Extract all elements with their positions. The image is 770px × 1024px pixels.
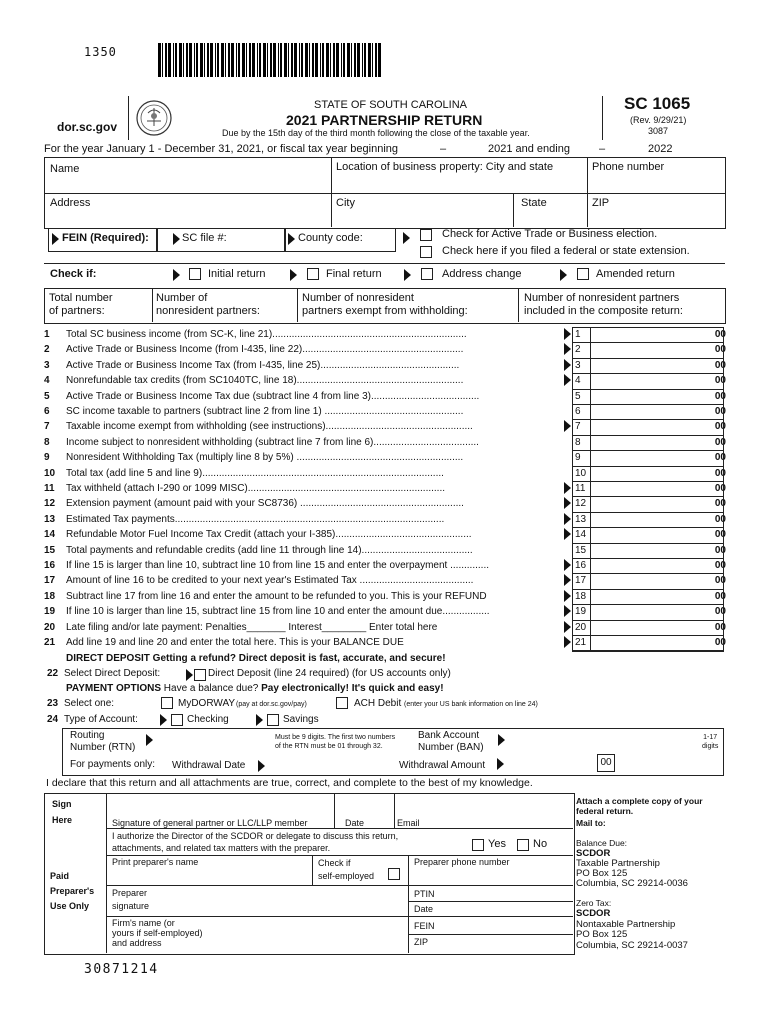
barcode-bar: [273, 43, 276, 77]
date-label: Date: [345, 818, 365, 828]
extension-label: Check here if you filed a federal or state extension.: [442, 245, 690, 257]
barcode-bar: [242, 43, 245, 77]
arrow-icon: [564, 559, 571, 571]
box-number: 3: [575, 359, 581, 371]
fein-field[interactable]: FEIN (Required):: [62, 232, 149, 244]
box-number: 10: [575, 467, 587, 479]
barcode-bar: [368, 43, 371, 77]
use-only-label: Use Only: [50, 901, 90, 911]
line-number: 12: [44, 498, 56, 510]
line-description: Total payments and refundable credits (add line 11 through line 14)........................................: [66, 544, 473, 556]
box-number: 8: [575, 436, 581, 448]
barcode-bar: [362, 43, 363, 77]
savings-checkbox[interactable]: [267, 714, 279, 726]
preparer-phone-label: Preparer phone number: [414, 857, 510, 867]
initial-return-checkbox[interactable]: [189, 268, 201, 280]
routing-label: Routing Number (RTN): [70, 730, 136, 753]
line-23-number: 23: [47, 698, 59, 709]
bank-account-label: Bank Account Number (BAN): [418, 730, 484, 753]
city-field[interactable]: City: [336, 197, 355, 209]
arrow-icon: [564, 359, 571, 371]
box-number: 16: [575, 560, 587, 571]
savings-label: Savings: [283, 714, 319, 725]
nonresident-partners-field[interactable]: Number of nonresident partners:: [156, 292, 260, 317]
line-description: Tax withheld (attach I-290 or 1099 MISC).......................................................................: [66, 483, 446, 494]
paid-label: Paid: [50, 871, 70, 881]
barcode-bar: [341, 43, 342, 77]
barcode-bar: [252, 43, 255, 77]
barcode-bar: [225, 43, 226, 77]
withdrawal-cents: 00: [597, 754, 615, 772]
line-description: Taxable income exempt from withholding (see instructions).....................................................: [66, 421, 473, 433]
barcode-bar: [326, 43, 329, 77]
cents-value: 00: [714, 637, 726, 648]
barcode-bar: [267, 43, 268, 77]
barcode-bar: [200, 43, 203, 77]
here-label: Here: [52, 815, 73, 825]
box-number: 9: [575, 452, 581, 464]
barcode-bar: [246, 43, 247, 77]
cents-value: 00: [714, 606, 726, 618]
barcode-bar: [186, 43, 188, 77]
barcode-bar: [288, 43, 289, 77]
barcode-bar: [183, 43, 184, 77]
address-change-checkbox[interactable]: [421, 268, 433, 280]
extension-checkbox[interactable]: [420, 246, 432, 258]
box-number: 12: [575, 498, 587, 510]
box-number: 13: [575, 513, 587, 525]
barcode-bar: [196, 43, 198, 77]
barcode-bar: [309, 43, 310, 77]
barcode-bar: [333, 43, 335, 77]
cents-value: 00: [714, 452, 726, 464]
sign-label: Sign: [52, 799, 72, 809]
barcode-bar: [278, 43, 279, 77]
arrow-icon: [403, 232, 410, 244]
form-id: SC 1065: [624, 94, 691, 113]
line-number: 18: [44, 590, 56, 602]
barcode-bar: [270, 43, 272, 77]
barcode-bar: [347, 43, 350, 77]
payments-only-label: For payments only:: [70, 759, 156, 770]
barcode-bar: [162, 43, 163, 77]
cents-value: 00: [714, 344, 726, 356]
print-name-label: Print preparer's name: [112, 857, 199, 867]
checking-label: Checking: [187, 714, 229, 725]
exempt-partners-field[interactable]: Number of nonresident partners exempt from withholding:: [302, 292, 468, 317]
zip-field[interactable]: ZIP: [592, 197, 610, 209]
ach-label: ACH Debit: [354, 698, 402, 709]
ptin-label: PTIN: [414, 889, 435, 899]
line-number: 2: [44, 344, 50, 356]
line-description: Late filing and/or late payment: Penalties_______ Interest________ Enter total here: [66, 621, 438, 633]
declaration: I declare that this return and all attachments are true, correct, and complete to the best of my knowledge.: [46, 777, 533, 789]
due-note: Due by the 15th day of the third month following the close of the taxable year.: [222, 128, 530, 138]
state-field[interactable]: State: [521, 197, 547, 209]
barcode-bar: [378, 43, 381, 77]
amended-return-checkbox[interactable]: [577, 268, 589, 280]
barcode-bar: [249, 43, 251, 77]
line-number: 13: [44, 513, 56, 525]
box-number: 21: [575, 637, 587, 648]
sc-file-field[interactable]: SC file #:: [182, 232, 227, 244]
yes-label: Yes: [488, 838, 506, 850]
line-number: 9: [44, 452, 50, 464]
cents-value: 00: [714, 359, 726, 371]
state-seal-icon: [135, 99, 173, 137]
line-description: If line 15 is larger than line 10, subtract line 10 from line 15 and enter the overpayment ..............: [66, 560, 490, 571]
barcode-bar: [294, 43, 297, 77]
arrow-icon: [288, 233, 295, 245]
barcode-bar: [284, 43, 287, 77]
arrow-icon: [290, 269, 297, 281]
cents-value: 00: [714, 390, 726, 402]
box-number: 6: [575, 406, 581, 417]
barcode-bar: [354, 43, 356, 77]
mydorway-label: MyDORWAY: [178, 698, 236, 709]
barcode-bar: [330, 43, 331, 77]
barcode-bar: [315, 43, 318, 77]
deposit-heading: DIRECT DEPOSIT Getting a refund? Direct deposit is fast, accurate, and secure!: [66, 653, 446, 664]
arrow-icon: [186, 669, 193, 681]
barcode-bar: [231, 43, 234, 77]
box-number: 14: [575, 529, 587, 541]
routing-input[interactable]: [156, 732, 272, 746]
no-checkbox[interactable]: [517, 839, 529, 851]
cents-value: 00: [714, 329, 726, 340]
barcode-bar: [351, 43, 352, 77]
arrow-icon: [564, 621, 571, 633]
barcode-bar: [217, 43, 219, 77]
barcode-bar: [175, 43, 177, 77]
box-number: 19: [575, 606, 587, 618]
withdrawal-date-input[interactable]: [268, 758, 388, 772]
form-code: 1350: [84, 45, 117, 59]
signature-input[interactable]: [108, 796, 332, 816]
line-22-label: Select Direct Deposit:: [64, 668, 161, 679]
state-heading: STATE OF SOUTH CAROLINA: [314, 99, 467, 111]
box-number: 4: [575, 375, 581, 387]
direct-deposit-checkbox[interactable]: [194, 669, 206, 681]
barcode-bar: [173, 43, 174, 77]
payment-options-heading: PAYMENT OPTIONS Have a balance due? Pay electronically! It's quick and easy!: [66, 683, 444, 694]
line-number: 8: [44, 436, 50, 448]
scdor-1: SCDOR: [576, 848, 611, 859]
county-field[interactable]: County code:: [298, 232, 363, 244]
line-number: 16: [44, 560, 56, 571]
arrow-icon: [564, 328, 571, 340]
line-number: 7: [44, 421, 50, 433]
firm-label: Firm's name (or yours if self-employed) and address: [112, 918, 203, 948]
barcode-bar: [259, 43, 261, 77]
check-if-label: Check if:: [50, 268, 97, 280]
date2-label: Date: [414, 904, 434, 914]
line-description: Add line 19 and line 20 and enter the total here. This is your BALANCE DUE: [66, 637, 404, 648]
amount-column: [572, 327, 724, 652]
line-number: 4: [44, 375, 50, 387]
barcode-bar: [322, 43, 324, 77]
address-field[interactable]: Address: [50, 197, 91, 209]
box-number: 20: [575, 621, 587, 633]
barcode-bar: [179, 43, 182, 77]
line-description: Active Trade or Business Income Tax due (subtract line 4 from line 3).......................................: [66, 390, 480, 402]
arrow-icon: [564, 590, 571, 602]
cents-value: 00: [714, 529, 726, 541]
arrow-icon: [564, 636, 571, 648]
arrow-icon: [258, 760, 265, 772]
checking-checkbox[interactable]: [171, 714, 183, 726]
arrow-icon: [173, 233, 180, 245]
no-label: No: [533, 838, 548, 850]
barcode-bar: [305, 43, 308, 77]
arrow-icon: [256, 714, 263, 726]
cents-value: 00: [714, 498, 726, 510]
phone-field[interactable]: Phone number: [592, 161, 665, 173]
arrow-icon: [564, 374, 571, 386]
po-box-1: PO Box 125: [576, 868, 628, 879]
rtn-note: Must be 9 digits. The first two numbers of the RTN must be 01 through 32.: [275, 734, 396, 750]
line-number: 21: [44, 637, 56, 648]
line-description: Estimated Tax payments.................................................................................................: [66, 513, 445, 525]
zip2-label: ZIP: [414, 937, 429, 947]
ach-note: (enter your US bank information on line 24): [404, 701, 538, 708]
box-number: 5: [575, 390, 581, 402]
barcode-bar: [357, 43, 360, 77]
arrow-icon: [564, 513, 571, 525]
period-year-end: 2022: [648, 143, 673, 155]
barcode-bar: [343, 43, 345, 77]
period-mid: 2021 and ending: [488, 143, 570, 155]
cents-value: 00: [714, 621, 726, 633]
self-employed-checkbox[interactable]: [388, 868, 400, 880]
line-description: Nonrefundable tax credits (from SC1040TC, line 18)............................................................: [66, 375, 464, 387]
balance-due-label: Balance Due:: [576, 838, 628, 848]
cents-value: 00: [714, 375, 726, 387]
active-trade-label: Check for Active Trade or Business election.: [442, 228, 658, 240]
line-description: Active Trade or Business Income (from I-435, line 22)..........................................................: [66, 344, 464, 356]
line-number: 5: [44, 390, 50, 402]
final-return-checkbox[interactable]: [307, 268, 319, 280]
period-dash-1: –: [440, 143, 447, 155]
box-number: 15: [575, 544, 587, 556]
arrow-icon: [160, 714, 167, 726]
arrow-icon: [564, 420, 571, 432]
line-description: If line 10 is larger than line 15, subtract line 15 from line 10 and enter the amount due.................: [66, 606, 490, 618]
barcode-bar: [291, 43, 293, 77]
mydorway-checkbox[interactable]: [161, 697, 173, 709]
barcode-bar: [263, 43, 266, 77]
barcode-bar: [158, 43, 161, 77]
name-field[interactable]: Name: [50, 163, 80, 175]
barcode-bar: [280, 43, 282, 77]
line-number: 19: [44, 606, 56, 618]
arrow-icon: [564, 574, 571, 586]
mail-to-label: Mail to:: [576, 818, 606, 828]
city-zip-1: Columbia, SC 29214-0036: [576, 878, 688, 889]
arrow-icon: [497, 758, 504, 770]
barcode-bar: [210, 43, 213, 77]
line-number: 6: [44, 406, 50, 417]
line-number: 15: [44, 544, 56, 556]
arrow-icon: [52, 233, 59, 245]
box-number: 17: [575, 575, 587, 587]
withdrawal-amount-label: Withdrawal Amount: [399, 760, 486, 771]
ach-checkbox[interactable]: [336, 697, 348, 709]
barcode-bar: [236, 43, 237, 77]
document-number: 30871214: [84, 962, 159, 977]
city-zip-2: Columbia, SC 29214-0037: [576, 940, 688, 951]
cents-value: 00: [714, 590, 726, 602]
line-24-number: 24: [47, 714, 59, 725]
line-number: 17: [44, 575, 56, 587]
box-number: 11: [575, 483, 586, 494]
line-number: 11: [44, 483, 55, 494]
initial-return-label: Initial return: [208, 268, 266, 280]
barcode-bar: [204, 43, 205, 77]
authorize-text: I authorize the Director of the SCDOR or delegate to discuss this return, attachments, and related tax matters with the preparer.: [112, 831, 399, 853]
fein2-label: FEIN: [414, 921, 435, 931]
barcode-bar: [168, 43, 171, 77]
cents-value: 00: [714, 436, 726, 448]
line-description: SC income taxable to partners (subtract line 2 from line 1) ..................................................: [66, 406, 464, 417]
preparer-signature-label: Preparer signature: [112, 888, 150, 911]
email-label: Email: [397, 818, 420, 828]
line-number: 20: [44, 621, 56, 633]
barcode-bar: [375, 43, 377, 77]
withdrawal-date-label: Withdrawal Date: [172, 760, 246, 771]
box-number: 1: [575, 329, 581, 340]
arrow-icon: [498, 734, 505, 746]
line-description: Total tax (add line 5 and line 9).......................................................................................: [66, 467, 444, 479]
amended-return-label: Amended return: [596, 268, 675, 280]
final-return-label: Final return: [326, 268, 382, 280]
cents-value: 00: [714, 467, 726, 479]
arrow-icon: [560, 269, 567, 281]
line-description: Refundable Motor Fuel Income Tax Credit (attach your I-385).................................................: [66, 529, 472, 541]
line-description: Amount of line 16 to be credited to your next year's Estimated Tax .........................................: [66, 575, 474, 587]
nontaxable-partnership: Nontaxable Partnership: [576, 919, 676, 930]
barcode-bar: [320, 43, 321, 77]
barcode: [158, 43, 384, 79]
barcode-bar: [194, 43, 195, 77]
barcode-bar: [372, 43, 373, 77]
arrow-icon: [564, 343, 571, 355]
period-text: For the year January 1 - December 31, 2021, or fiscal tax year beginning: [44, 143, 399, 155]
box-number: 7: [575, 421, 581, 433]
revision: (Rev. 9/29/21): [630, 115, 687, 125]
period-dash-2: –: [599, 143, 606, 155]
cents-value: 00: [714, 406, 726, 417]
barcode-bar: [215, 43, 216, 77]
line-description: Total SC business income (from SC-K, line 21)......................................................................: [66, 329, 467, 340]
barcode-bar: [228, 43, 230, 77]
barcode-bar: [299, 43, 300, 77]
attach-note: Attach a complete copy of your federal return.: [576, 796, 703, 816]
arrow-icon: [146, 734, 153, 746]
arrow-icon: [564, 497, 571, 509]
barcode-bar: [189, 43, 192, 77]
yes-checkbox[interactable]: [472, 839, 484, 851]
website-label: dor.sc.gov: [57, 120, 118, 134]
arrow-icon: [564, 482, 571, 494]
line-22-number: 22: [47, 668, 59, 679]
scdor-2: SCDOR: [576, 908, 611, 919]
barcode-bar: [221, 43, 224, 77]
mydorway-note: (pay at dor.sc.gov/pay): [236, 701, 307, 708]
total-partners-field[interactable]: Total number of partners:: [49, 292, 113, 317]
line-description: Income subject to nonresident withholding (subtract line 7 from line 6)......................................: [66, 436, 479, 448]
barcode-bar: [238, 43, 240, 77]
line-description: Extension payment (amount paid with your SC8736) ...........................................................: [66, 498, 464, 510]
cents-value: 00: [714, 483, 726, 494]
line-number: 1: [44, 329, 50, 340]
barcode-bar: [364, 43, 366, 77]
line-24-label: Type of Account:: [64, 714, 138, 725]
bank-account-input[interactable]: [508, 732, 698, 746]
arrow-icon: [564, 528, 571, 540]
form-number: 3087: [648, 126, 669, 136]
barcode-bar: [312, 43, 314, 77]
self-employed-label: Check if self-employed: [318, 858, 375, 881]
direct-deposit-label: Direct Deposit (line 24 required) (for US accounts only): [208, 668, 451, 679]
preparers-label: Preparer's: [50, 886, 95, 896]
line-description: Active Trade or Business Income Tax (from I-435, line 25)..................................................: [66, 359, 460, 371]
cents-value: 00: [714, 513, 726, 525]
po-box-2: PO Box 125: [576, 929, 628, 940]
barcode-bar: [207, 43, 209, 77]
barcode-bar: [257, 43, 258, 77]
signature-label: Signature of general partner or LLC/LLP member: [112, 818, 308, 828]
box-number: 2: [575, 344, 581, 356]
box-number: 18: [575, 590, 587, 602]
taxable-partnership: Taxable Partnership: [576, 858, 660, 869]
location-field[interactable]: Location of business property: City and state: [336, 161, 554, 173]
zero-tax-label: Zero Tax:: [576, 898, 612, 908]
cents-value: 00: [714, 575, 726, 587]
arrow-icon: [564, 605, 571, 617]
line-description: Subtract line 17 from line 16 and enter the amount to be refunded to you. This is your REFUND: [66, 590, 487, 602]
cents-value: 00: [714, 544, 726, 556]
address-change-label: Address change: [442, 268, 522, 280]
arrow-icon: [404, 269, 411, 281]
cents-value: 00: [714, 421, 726, 433]
digits-note: 1-17 digits: [702, 734, 719, 750]
barcode-bar: [165, 43, 167, 77]
line-number: 14: [44, 529, 56, 541]
line-number: 10: [44, 467, 56, 479]
arrow-icon: [173, 269, 180, 281]
withdrawal-amount-input[interactable]: [508, 754, 596, 770]
line-23-label: Select one:: [64, 698, 115, 709]
form-title: 2021 PARTNERSHIP RETURN: [286, 112, 483, 128]
barcode-bar: [301, 43, 303, 77]
active-trade-checkbox[interactable]: [420, 229, 432, 241]
cents-value: 00: [714, 560, 726, 571]
line-description: Nonresident Withholding Tax (multiply line 8 by 5%) ............................................................: [66, 452, 464, 464]
line-number: 3: [44, 359, 50, 371]
composite-partners-field[interactable]: Number of nonresident partners included in the composite return:: [524, 292, 683, 317]
barcode-bar: [336, 43, 339, 77]
